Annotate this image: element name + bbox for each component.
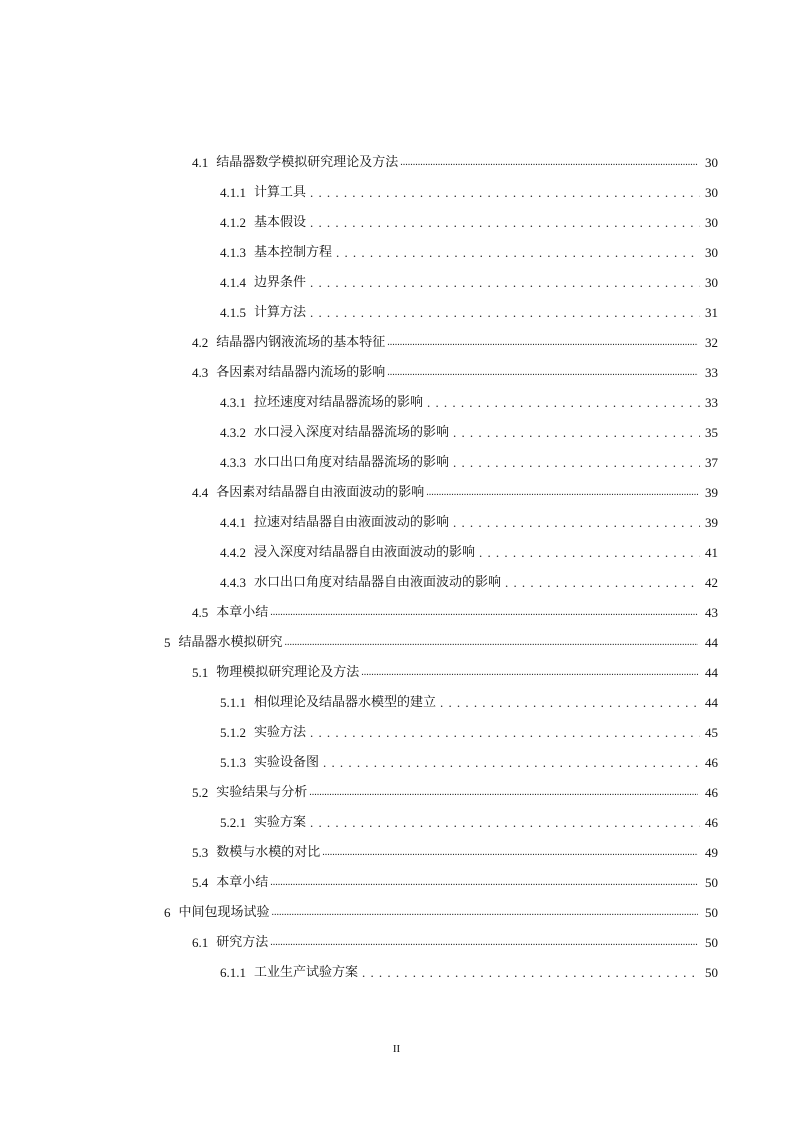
toc-entry-title: 拉速对结晶器自由液面波动的影响 bbox=[254, 515, 450, 530]
toc-entry[interactable] bbox=[0, 328, 793, 358]
toc-entry[interactable] bbox=[0, 208, 793, 238]
toc-entry-page: 33 bbox=[705, 365, 718, 380]
toc-entry-number: 4.4 bbox=[192, 485, 209, 500]
toc-entry-title: 实验设备图 bbox=[254, 755, 320, 770]
toc-entry-title: 浸入深度对结晶器自由液面波动的影响 bbox=[254, 545, 476, 560]
toc-entry-title: 物理模拟研究理论及方法 bbox=[216, 665, 360, 680]
toc-entry-number: 4.3.2 bbox=[220, 425, 246, 440]
toc-entry-page: 41 bbox=[705, 545, 718, 560]
toc-entry-page: 32 bbox=[705, 335, 718, 350]
dot-leader bbox=[336, 238, 700, 268]
toc-entry-title: 水口出口角度对结晶器流场的影响 bbox=[254, 455, 450, 470]
toc-entry-title: 水口出口角度对结晶器自由液面波动的影响 bbox=[254, 575, 502, 590]
toc-entry-number: 4.1.3 bbox=[220, 245, 246, 260]
toc-entry-page: 30 bbox=[705, 185, 718, 200]
toc-entry[interactable] bbox=[0, 538, 793, 568]
toc-entry-title: 水口浸入深度对结晶器流场的影响 bbox=[254, 425, 450, 440]
dot-leader bbox=[323, 748, 700, 778]
toc-entry-number: 5.4 bbox=[192, 875, 209, 890]
toc-entry-number: 4.2 bbox=[192, 335, 209, 350]
toc-entry-number: 6.1 bbox=[192, 935, 209, 950]
toc-entry-title: 拉坯速度对结晶器流场的影响 bbox=[254, 395, 424, 410]
toc-entry-page: 44 bbox=[705, 635, 718, 650]
table-of-contents bbox=[0, 148, 793, 988]
toc-entry[interactable] bbox=[0, 568, 793, 598]
toc-entry-title: 研究方法 bbox=[216, 935, 269, 950]
toc-entry-title: 计算工具 bbox=[254, 185, 307, 200]
toc-entry-page: 50 bbox=[705, 935, 718, 950]
toc-entry-number: 4.1.2 bbox=[220, 215, 246, 230]
dot-leader bbox=[285, 628, 698, 658]
toc-entry-page: 45 bbox=[705, 725, 718, 740]
dot-leader bbox=[362, 958, 700, 988]
toc-entry-number: 5.2.1 bbox=[220, 815, 246, 830]
toc-entry[interactable] bbox=[0, 238, 793, 268]
dot-leader bbox=[310, 208, 700, 238]
toc-entry-title: 数模与水模的对比 bbox=[216, 845, 321, 860]
toc-entry-title: 工业生产试验方案 bbox=[254, 965, 359, 980]
toc-entry[interactable] bbox=[0, 718, 793, 748]
toc-entry[interactable] bbox=[0, 298, 793, 328]
toc-entry-title: 相似理论及结晶器水模型的建立 bbox=[254, 695, 437, 710]
toc-entry-page: 50 bbox=[705, 965, 718, 980]
toc-entry-number: 5.1.2 bbox=[220, 725, 246, 740]
dot-leader bbox=[310, 718, 700, 748]
dot-leader bbox=[270, 928, 698, 958]
toc-entry-page: 31 bbox=[705, 305, 718, 320]
dot-leader bbox=[309, 778, 698, 808]
toc-entry-page: 50 bbox=[705, 905, 718, 920]
dot-leader bbox=[361, 658, 698, 688]
dot-leader bbox=[505, 568, 700, 598]
dot-leader bbox=[270, 868, 698, 898]
toc-entry[interactable] bbox=[0, 178, 793, 208]
toc-entry-page: 39 bbox=[705, 485, 718, 500]
toc-entry-title: 本章小结 bbox=[216, 875, 269, 890]
toc-entry-number: 5.1.3 bbox=[220, 755, 246, 770]
toc-entry[interactable] bbox=[0, 658, 793, 688]
toc-entry-number: 4.3.1 bbox=[220, 395, 246, 410]
toc-entry-number: 5.1.1 bbox=[220, 695, 246, 710]
toc-entry-page: 39 bbox=[705, 515, 718, 530]
toc-entry-page: 46 bbox=[705, 755, 718, 770]
toc-entry-number: 4.4.3 bbox=[220, 575, 246, 590]
toc-entry-title: 实验方法 bbox=[254, 725, 307, 740]
dot-leader bbox=[387, 328, 698, 358]
dot-leader bbox=[387, 358, 698, 388]
dot-leader bbox=[440, 688, 700, 718]
toc-entry[interactable] bbox=[0, 388, 793, 418]
toc-entry-title: 结晶器数学模拟研究理论及方法 bbox=[216, 155, 399, 170]
toc-entry[interactable] bbox=[0, 688, 793, 718]
toc-entry[interactable] bbox=[0, 778, 793, 808]
toc-entry[interactable] bbox=[0, 838, 793, 868]
toc-entry-page: 37 bbox=[705, 455, 718, 470]
toc-entry-number: 4.1.5 bbox=[220, 305, 246, 320]
toc-entry-number: 6.1.1 bbox=[220, 965, 246, 980]
toc-entry-page: 30 bbox=[705, 215, 718, 230]
dot-leader bbox=[310, 298, 700, 328]
toc-entry-number: 5 bbox=[164, 635, 171, 650]
toc-entry[interactable] bbox=[0, 748, 793, 778]
toc-entry[interactable] bbox=[0, 448, 793, 478]
toc-entry[interactable] bbox=[0, 958, 793, 988]
toc-entry[interactable] bbox=[0, 598, 793, 628]
dot-leader bbox=[310, 268, 700, 298]
toc-entry-page: 44 bbox=[705, 695, 718, 710]
toc-entry[interactable] bbox=[0, 418, 793, 448]
toc-entry[interactable] bbox=[0, 868, 793, 898]
toc-entry-page: 33 bbox=[705, 395, 718, 410]
toc-entry[interactable] bbox=[0, 808, 793, 838]
dot-leader bbox=[453, 448, 700, 478]
dot-leader bbox=[453, 508, 700, 538]
dot-leader bbox=[272, 898, 698, 928]
toc-entry-page: 49 bbox=[705, 845, 718, 860]
toc-entry-page: 46 bbox=[705, 785, 718, 800]
dot-leader bbox=[310, 808, 700, 838]
toc-entry-number: 4.1 bbox=[192, 155, 209, 170]
toc-entry-page: 46 bbox=[705, 815, 718, 830]
dot-leader bbox=[427, 388, 700, 418]
toc-entry[interactable] bbox=[0, 508, 793, 538]
dot-leader bbox=[400, 148, 698, 178]
toc-entry-page: 42 bbox=[705, 575, 718, 590]
toc-entry-title: 基本控制方程 bbox=[254, 245, 333, 260]
toc-entry-title: 各因素对结晶器自由液面波动的影响 bbox=[216, 485, 425, 500]
toc-entry-title: 边界条件 bbox=[254, 275, 307, 290]
toc-entry-number: 4.1.4 bbox=[220, 275, 246, 290]
dot-leader bbox=[310, 178, 700, 208]
toc-entry-page: 30 bbox=[705, 275, 718, 290]
toc-entry-number: 5.1 bbox=[192, 665, 209, 680]
toc-entry-number: 4.1.1 bbox=[220, 185, 246, 200]
page-number: II bbox=[392, 1043, 401, 1055]
toc-entry-number: 6 bbox=[164, 905, 171, 920]
toc-entry[interactable] bbox=[0, 268, 793, 298]
toc-entry-page: 35 bbox=[705, 425, 718, 440]
toc-entry-number: 4.4.2 bbox=[220, 545, 246, 560]
toc-entry[interactable] bbox=[0, 358, 793, 388]
toc-entry-title: 基本假设 bbox=[254, 215, 307, 230]
toc-entry-title: 实验方案 bbox=[254, 815, 307, 830]
dot-leader bbox=[322, 838, 698, 868]
toc-entry-number: 5.2 bbox=[192, 785, 209, 800]
toc-entry-page: 50 bbox=[705, 875, 718, 890]
toc-entry-title: 结晶器内钢液流场的基本特征 bbox=[216, 335, 386, 350]
toc-entry-title: 各因素对结晶器内流场的影响 bbox=[216, 365, 386, 380]
toc-entry-title: 计算方法 bbox=[254, 305, 307, 320]
toc-entry-title: 中间包现场试验 bbox=[178, 905, 270, 920]
toc-entry[interactable] bbox=[0, 148, 793, 178]
toc-entry-title: 结晶器水模拟研究 bbox=[178, 635, 283, 650]
toc-entry[interactable] bbox=[0, 628, 793, 658]
toc-entry-number: 4.5 bbox=[192, 605, 209, 620]
toc-entry-page: 43 bbox=[705, 605, 718, 620]
dot-leader bbox=[270, 598, 698, 628]
toc-entry[interactable] bbox=[0, 478, 793, 508]
toc-entry-number: 5.3 bbox=[192, 845, 209, 860]
dot-leader bbox=[453, 418, 700, 448]
toc-entry-page: 30 bbox=[705, 245, 718, 260]
toc-entry-title: 本章小结 bbox=[216, 605, 269, 620]
toc-entry-page: 44 bbox=[705, 665, 718, 680]
toc-entry-title: 实验结果与分析 bbox=[216, 785, 308, 800]
toc-entry-number: 4.4.1 bbox=[220, 515, 246, 530]
dot-leader bbox=[426, 478, 698, 508]
toc-entry-number: 4.3 bbox=[192, 365, 209, 380]
toc-entry[interactable] bbox=[0, 928, 793, 958]
dot-leader bbox=[479, 538, 700, 568]
toc-entry[interactable] bbox=[0, 898, 793, 928]
toc-entry-page: 30 bbox=[705, 155, 718, 170]
toc-entry-number: 4.3.3 bbox=[220, 455, 246, 470]
